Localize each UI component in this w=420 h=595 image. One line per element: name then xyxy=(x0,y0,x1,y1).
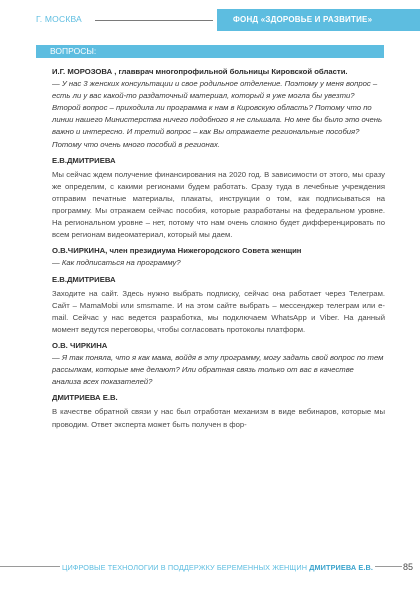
speaker-name: Е.В.ДМИТРИЕВА xyxy=(52,155,116,165)
answer-text: Заходите на сайт. Здесь нужно выбрать подписку, сейчас она работает через Телеграм. Сайт – MamaMobi или smsmame. И на этом сайте выбрать – мессенджер телеграм или e-mail. Сейчас у нас ведется разработка, мы подключаем WhatsApp и Viber. На данный момент ведутся переговоры, чтобы согласовать протоколы платформ. xyxy=(52,288,385,334)
footer-running-title xyxy=(60,563,375,572)
speaker-name: О.В. ЧИРКИНА xyxy=(52,340,108,350)
answer-text: Мы сейчас ждем получение финансирования на 2020 год. В зависимости от этого, мы сразу же определим, с какими регионами будем работать. Сразу туда в лечебные учреждения отправим печатные материалы, плакаты, инструкции о том, как подписываться на программу. Мы отражаем сейчас пособия, которые разработаны на федеральном уровне. На региональном уровне – нет, потому что нам очень сложно будет дифференцировать по всем регионам видеоматериал, который мы даем. xyxy=(52,169,385,240)
footer-title: ЦИФРОВЫЕ ТЕХНОЛОГИИ В ПОДДЕРЖКУ БЕРЕМЕННЫХ ЖЕНЩИН xyxy=(62,563,308,572)
header-location: Г. МОСКВА xyxy=(36,14,82,24)
header-divider xyxy=(95,20,213,21)
footer-author: ДМИТРИЕВА Е.В. xyxy=(309,563,373,572)
section-label: ВОПРОСЫ: xyxy=(36,45,384,58)
question-text: — Я так поняла, что я как мама, войдя в эту программу, могу задать свой вопрос по тем рассылкам, которые мне делают? Или обратная связь только от вас в качестве анализа всех показателей? xyxy=(52,353,384,387)
speaker-name: ДМИТРИЕВА Е.В. xyxy=(52,393,118,403)
header-foundation-banner: ФОНД «ЗДОРОВЬЕ И РАЗВИТИЕ» xyxy=(217,9,420,31)
speaker-name: И.Г. МОРОЗОВА , главврач многопрофильной больницы Кировской области. xyxy=(52,67,348,76)
question-text: — У нас 3 женских консультации и свое родильное отделение. Поэтому у меня вопрос – есть ли у вас какой-то раздаточный материал, который я уже могла бы увезти? Второй вопрос – приходила ли программа к нам в Кировскую область? Потому что по линии нашего Министерства ничего подобного я не слышала. Но мне бы было это очень важно и интересно. И третий вопрос – как Вы отражаете региональные пособия? Потому что очень много пособий в регионах. xyxy=(52,79,383,149)
speaker-name: О.В.ЧИРКИНА, член президиума Нижегородского Совета женщин xyxy=(52,246,302,256)
speaker-name: Е.В.ДМИТРИЕВА xyxy=(52,274,116,284)
page-number: 85 xyxy=(403,562,414,572)
question-text: — Как подписаться на программу? xyxy=(52,258,181,268)
qa-content xyxy=(52,62,385,431)
answer-text: В качестве обратной связи у нас был отработан механизм в виде вебинаров, которые мы проводим. Ответ эксперта может быть получен в фор- xyxy=(52,407,385,429)
